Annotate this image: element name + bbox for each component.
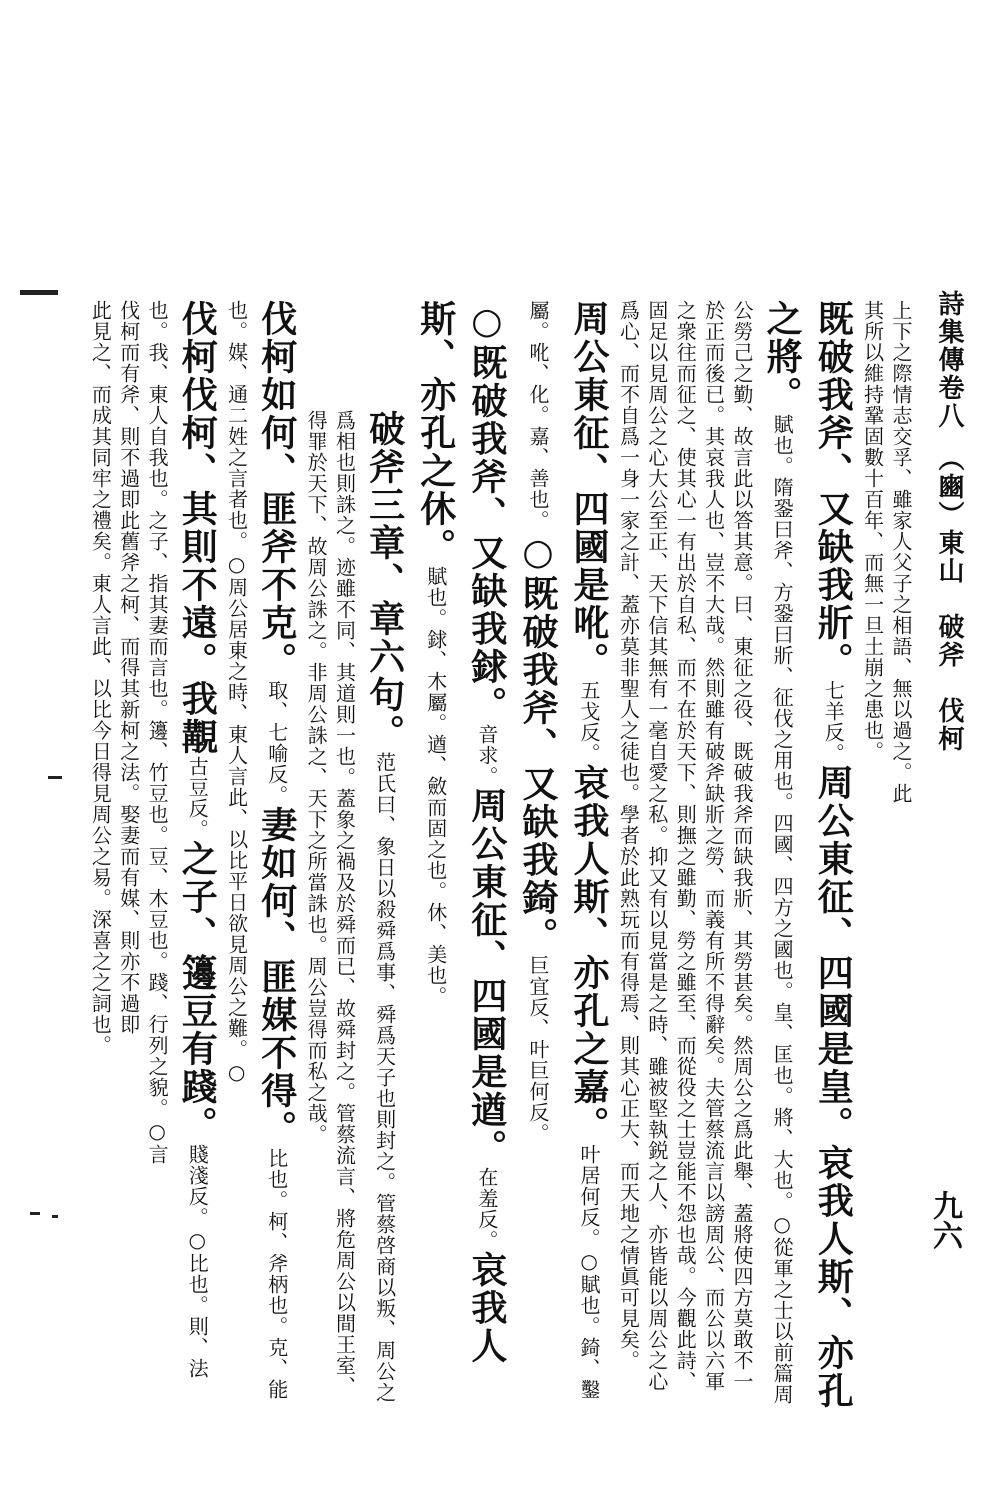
scan-mark bbox=[48, 776, 62, 779]
verse-text: 周公東征、四國是皇。哀我人斯、亦孔之將。 bbox=[761, 300, 855, 1410]
running-head: 詩集傳卷八 （豳）東山 破斧 伐柯 bbox=[934, 290, 964, 753]
section-summary: 破斧三章、章六句。 bbox=[363, 410, 406, 752]
commentary: 賦也。隋銎曰斧、方銎曰斨、征伐之用也。四國、四方之國也。皇、匡也。將、大也。○從軍之士以前篇周公勞己之勤、故言此以答其意。曰、東征之役、既破我斧而缺我斨、其勞甚矣。然周公之爲此舉、蓋將使四方莫敢不一於正而後已。其哀我人也、豈不大哉。然則雖有破斧缺斨之勞、而義有所不得辭矣。夫管蔡流言以謗周公、而公以六軍之衆往而征之、使其心一有出於自私、而不在於天下、則撫之雖勤、勞之雖至、而從役之士豈能不怨也哉。今觀此詩、固足以見周公之心大公至正、天下信其無有一毫自愛之私。抑又有以見當是之時、雖被堅執鋭之人、亦皆能以周公之心爲心、而不自爲一身一家之計、蓋亦莫非聖人之徒也。學者於此熟玩而有得焉、則其心正大、而天地之情眞可見矣。 bbox=[616, 300, 795, 1405]
verse-text: ○既破我斧、又缺我銶。 bbox=[465, 300, 508, 724]
section-summary-column bbox=[302, 300, 410, 1410]
text-column: 此見之、而成其同牢之禮矣。東人言此、以比今日得見周公之易。深喜之之詞也。 bbox=[88, 300, 113, 1056]
verse-column bbox=[410, 300, 512, 1410]
verse-text: 之子、籩豆有踐。 bbox=[176, 840, 219, 1144]
scan-mark bbox=[20, 290, 58, 295]
verse-column bbox=[222, 300, 302, 1410]
gloss-note: 取、七喻反。 bbox=[264, 680, 289, 806]
verse-text: 周公東征、四國是吪。 bbox=[568, 300, 611, 680]
page-number: 九六 bbox=[927, 1190, 962, 1250]
commentary: 叶居何反。○賦也。錡、鑿屬。吪、化。嘉、善也。 bbox=[525, 300, 602, 1400]
gloss-note: 古豆反。 bbox=[185, 756, 210, 840]
verse-text: 哀我人斯、亦孔之嘉。 bbox=[568, 764, 611, 1144]
verse-text: 妻如何、匪媒不得。 bbox=[255, 806, 298, 1148]
text-column: 其所以維持鞏固數十百年、而無一旦土崩之患也。 bbox=[860, 300, 885, 762]
verse-column bbox=[512, 300, 614, 1410]
verse-text: 哀我人斯、亦孔之休。 bbox=[414, 300, 508, 1365]
text-column: 上下之際情志交孚、雖家人父子之相語、無以過之。此 bbox=[889, 300, 913, 804]
scan-mark bbox=[30, 1212, 40, 1215]
gloss-note: 巨宜反、叶巨何反。 bbox=[525, 955, 550, 1144]
verse-column bbox=[614, 300, 858, 1410]
gloss-note: 音求。 bbox=[474, 724, 499, 787]
commentary: 比也。柯、斧柄也。克、能也。媒、通二姓之言者也。○周公居東之時、東人言此、以比平日欲見周公之難。○ bbox=[224, 300, 289, 1400]
commentary: 范氏曰、象日以殺舜爲事、舜爲天子也則封之。管蔡啓商以叛、周公之爲相也則誅之。迹雖不同、其道則一也。蓋象之禍及於舜而已、故舜封之。管蔡流言、將危周公以間王室、得罪於天下、故周公誅之。非周公誅之、天下之所當誅也。周公豈得而私之哉。 bbox=[304, 410, 397, 1403]
verse-text: 伐柯如何、匪斧不克。 bbox=[255, 300, 298, 680]
verse-text: ○既破我斧、又缺我錡。 bbox=[516, 531, 559, 955]
scan-mark bbox=[52, 1215, 58, 1218]
verse-text: 周公東征、四國是遒。 bbox=[465, 787, 508, 1167]
verse-text: 伐柯伐柯、其則不遠。我覯 bbox=[176, 300, 219, 756]
verse-text: 既破我斧、又缺我斨。 bbox=[812, 300, 855, 680]
text-column: 伐柯而有斧、則不過即此舊斧之柯、而得其新柯之法。娶妻而有媒、則亦不過即 bbox=[116, 300, 141, 1035]
gloss-note: 在羞反。 bbox=[474, 1167, 499, 1251]
gloss-note: 五戈反。 bbox=[577, 680, 602, 764]
commentary: 賤淺反。○比也。則、法也。我、東人自我也。之子、指其妻而言也。籩、竹豆也。豆、木豆也。踐、行列之貌。○言 bbox=[145, 300, 210, 1379]
text-body bbox=[88, 300, 915, 1410]
commentary: 賦也。銶、木屬。遒、斂而固之也。休、美也。 bbox=[423, 566, 448, 1007]
gloss-note: 七羊反。 bbox=[821, 680, 846, 764]
verse-column bbox=[143, 300, 223, 1410]
